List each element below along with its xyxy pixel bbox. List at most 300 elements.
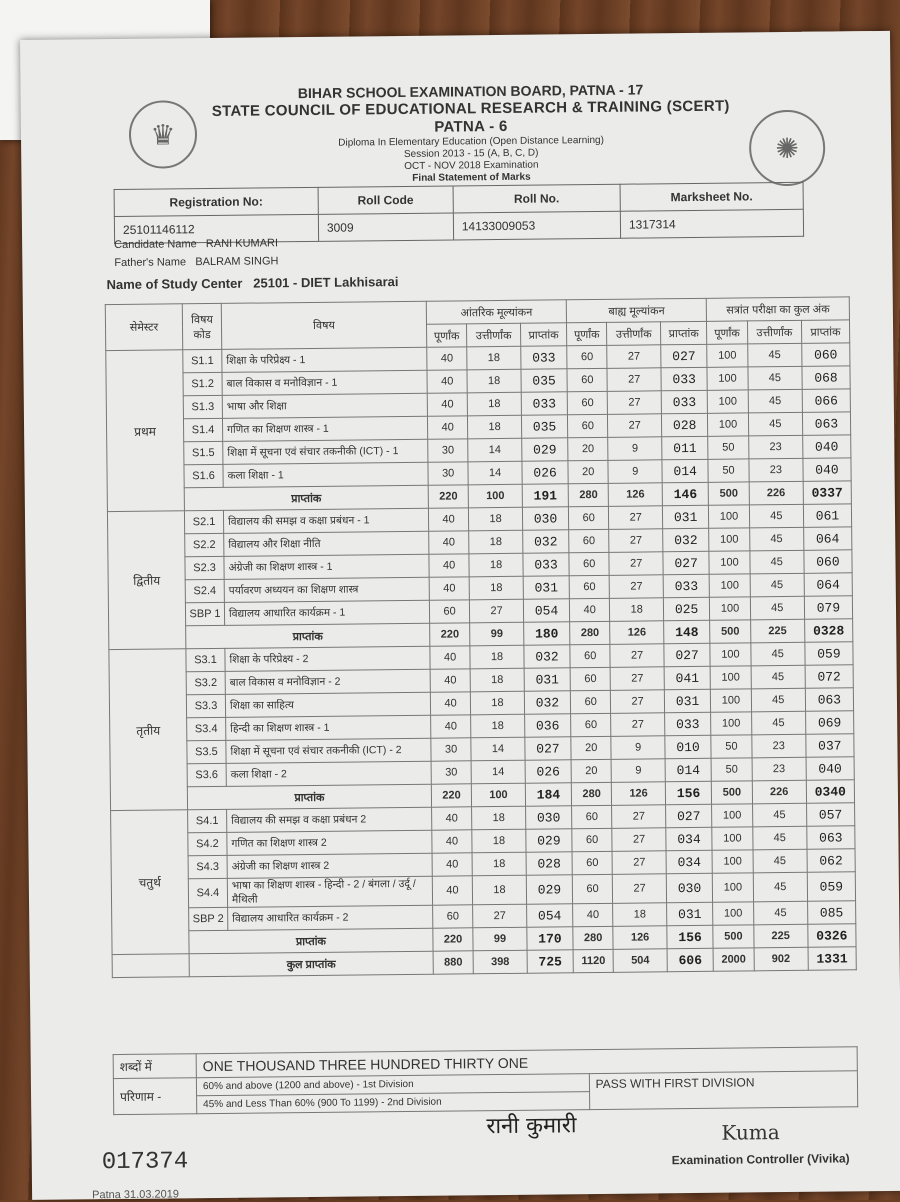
mark-cell: 18 bbox=[468, 415, 522, 439]
mark-cell: 100 bbox=[707, 390, 748, 413]
registration-value: 25101146112 bbox=[114, 214, 318, 243]
semester-name: तृतीय bbox=[109, 649, 188, 811]
mark-cell: 50 bbox=[708, 459, 749, 482]
mark-cell: 50 bbox=[711, 735, 752, 758]
subject-name: शिक्षा में सूचना एवं संचार तकनीकी (ICT) - 2 bbox=[226, 738, 431, 763]
mark-cell: 100 bbox=[712, 827, 753, 850]
mark-cell: 500 bbox=[708, 482, 749, 505]
mark-cell: 014 bbox=[665, 758, 711, 781]
mark-cell: 27 bbox=[609, 506, 663, 530]
rollno-value: 14133009053 bbox=[453, 211, 620, 240]
mark-cell: 500 bbox=[713, 925, 754, 948]
mark-cell: 100 bbox=[712, 850, 753, 873]
mark-cell: 99 bbox=[473, 927, 527, 951]
mark-cell: 028 bbox=[526, 852, 572, 875]
mark-cell: 27 bbox=[612, 805, 666, 829]
marksheet-value: 1317314 bbox=[620, 209, 803, 238]
mark-cell: 036 bbox=[524, 714, 570, 737]
mark-cell: 60 bbox=[429, 600, 469, 623]
subject-name: गणित का शिक्षण शास्त्र 2 bbox=[227, 830, 432, 855]
col-external: बाह्य मूल्यांकन bbox=[566, 298, 706, 322]
subject-code: S1.3 bbox=[183, 395, 222, 418]
mark-cell: 40 bbox=[432, 853, 472, 876]
words-label: शब्दों में bbox=[113, 1054, 196, 1079]
mark-cell: 220 bbox=[430, 623, 470, 646]
mark-cell: 18 bbox=[467, 346, 521, 370]
mark-cell: 025 bbox=[663, 597, 709, 620]
subject-code: S3.4 bbox=[187, 717, 226, 740]
mark-cell: 725 bbox=[527, 950, 573, 973]
mark-cell: 45 bbox=[753, 826, 807, 850]
mark-cell: 27 bbox=[607, 345, 661, 369]
mark-cell: 180 bbox=[524, 622, 570, 645]
mark-cell: 23 bbox=[749, 458, 803, 482]
mark-cell: 280 bbox=[573, 926, 613, 949]
mark-cell: 18 bbox=[469, 507, 523, 531]
mark-cell: 072 bbox=[805, 665, 853, 689]
marks-table bbox=[105, 296, 857, 978]
mark-cell: 069 bbox=[805, 711, 853, 735]
subject-code: S3.6 bbox=[187, 763, 226, 786]
col-code: विषय कोड bbox=[182, 303, 221, 349]
mark-cell: 500 bbox=[712, 781, 753, 804]
mark-cell: 18 bbox=[470, 645, 524, 669]
subject-name: कला शिक्षा - 2 bbox=[226, 761, 431, 786]
mark-cell: 40 bbox=[427, 370, 467, 393]
mark-cell: 063 bbox=[805, 688, 853, 712]
center-label: Name of Study Center bbox=[106, 275, 243, 293]
mark-cell: 226 bbox=[749, 481, 803, 505]
rollcode-label: Roll Code bbox=[318, 186, 453, 214]
mark-cell: 100 bbox=[472, 783, 526, 807]
mark-cell: 45 bbox=[749, 504, 803, 528]
subject-code: S1.4 bbox=[183, 418, 222, 441]
subject-name: शिक्षा में सूचना एवं संचार तकनीकी (ICT) - 1 bbox=[223, 439, 428, 464]
council-name: STATE COUNCIL OF EDUCATIONAL RESEARCH & TRAINING (SCERT) PATNA - 6 bbox=[211, 97, 730, 136]
mark-cell: 45 bbox=[751, 665, 805, 689]
mark-cell: 606 bbox=[667, 948, 713, 971]
mark-cell: 23 bbox=[752, 734, 806, 758]
mark-cell: 040 bbox=[806, 757, 854, 781]
mark-cell: 010 bbox=[665, 735, 711, 758]
mark-cell: 27 bbox=[607, 368, 661, 392]
mark-cell: 100 bbox=[709, 528, 750, 551]
subject-code: S1.5 bbox=[184, 441, 223, 464]
mark-cell: 18 bbox=[469, 553, 523, 577]
mark-cell: 880 bbox=[433, 951, 473, 974]
mark-cell: 9 bbox=[611, 736, 665, 760]
semester-name: प्रथम bbox=[106, 350, 185, 512]
mark-cell: 032 bbox=[523, 530, 569, 553]
mark-cell: 029 bbox=[526, 875, 573, 904]
mark-cell: 100 bbox=[707, 367, 748, 390]
board-name: BIHAR SCHOOL EXAMINATION BOARD, PATNA - 17 bbox=[297, 81, 644, 102]
mark-cell: 059 bbox=[805, 642, 853, 666]
col-obtained: प्राप्तांक bbox=[520, 323, 566, 346]
subject-name: अंग्रेजी का शिक्षण शास्त्र - 1 bbox=[224, 554, 429, 579]
mark-cell: 100 bbox=[709, 505, 750, 528]
mark-cell: 45 bbox=[750, 596, 804, 620]
mark-cell: 148 bbox=[664, 620, 710, 643]
father-label: Father's Name bbox=[114, 256, 187, 270]
mark-cell: 032 bbox=[524, 691, 570, 714]
mark-cell: 45 bbox=[748, 389, 802, 413]
mark-cell: 035 bbox=[521, 369, 567, 392]
result-label: परिणाम - bbox=[113, 1078, 196, 1115]
col-full: पूर्णांक bbox=[567, 322, 607, 345]
candidate-info bbox=[114, 182, 805, 244]
blank-cell bbox=[112, 954, 189, 978]
mark-cell: 27 bbox=[610, 667, 664, 691]
mark-cell: 40 bbox=[427, 393, 467, 416]
mark-cell: 041 bbox=[664, 666, 710, 689]
board-emblem-icon: ♛ bbox=[129, 100, 198, 169]
mark-cell: 027 bbox=[663, 551, 709, 574]
mark-cell: 0328 bbox=[804, 619, 852, 643]
mark-cell: 60 bbox=[567, 345, 607, 368]
mark-cell: 026 bbox=[525, 760, 571, 783]
subject-name: विद्यालय आधारित कार्यक्रम - 2 bbox=[228, 905, 433, 930]
mark-cell: 060 bbox=[802, 343, 850, 367]
mark-cell: 280 bbox=[570, 621, 610, 644]
mark-cell: 033 bbox=[523, 553, 569, 576]
mark-cell: 184 bbox=[525, 783, 571, 806]
subject-code: SBP 1 bbox=[185, 602, 224, 625]
mark-cell: 14 bbox=[468, 438, 522, 462]
mark-cell: 126 bbox=[613, 926, 667, 950]
mark-cell: 60 bbox=[569, 529, 609, 552]
mark-cell: 031 bbox=[664, 689, 710, 712]
total-in-words: ONE THOUSAND THREE HUNDRED THIRTY ONE bbox=[196, 1047, 857, 1078]
rollno-label: Roll No. bbox=[453, 184, 620, 213]
mark-cell: 011 bbox=[662, 436, 708, 459]
mark-cell: 60 bbox=[572, 805, 612, 828]
mark-cell: 220 bbox=[431, 784, 471, 807]
col-full: पूर्णांक bbox=[707, 321, 748, 344]
col-subject: विषय bbox=[221, 301, 426, 349]
subject-name: बाल विकास व मनोविज्ञान - 2 bbox=[225, 669, 430, 694]
mark-cell: 45 bbox=[753, 901, 807, 925]
mark-cell: 040 bbox=[802, 435, 850, 459]
mark-cell: 033 bbox=[661, 367, 707, 390]
mark-cell: 040 bbox=[803, 458, 851, 482]
mark-cell: 033 bbox=[663, 574, 709, 597]
subject-name: बाल विकास व मनोविज्ञान - 1 bbox=[222, 370, 427, 395]
mark-cell: 062 bbox=[807, 849, 855, 873]
mark-cell: 27 bbox=[473, 904, 527, 928]
controller-title: Examination Controller (Vivika) bbox=[671, 1151, 850, 1168]
mark-cell: 9 bbox=[608, 437, 662, 461]
second-division-rule: 45% and Less Than 60% (900 To 1199) - 2nd Division bbox=[197, 1092, 590, 1114]
mark-cell: 27 bbox=[612, 828, 666, 852]
candidate-signature: रानी कुमारी bbox=[486, 1113, 577, 1140]
mark-cell: 18 bbox=[613, 903, 667, 927]
candidate-label: Candidate Name bbox=[114, 238, 197, 252]
mark-cell: 100 bbox=[710, 643, 751, 666]
session: Session 2013 - 15 (A, B, C, D) bbox=[403, 147, 539, 160]
mark-cell: 18 bbox=[467, 392, 521, 416]
mark-cell: 60 bbox=[570, 690, 610, 713]
subject-code: S2.1 bbox=[184, 510, 223, 533]
mark-cell: 18 bbox=[610, 598, 664, 622]
subject-code: S4.3 bbox=[188, 855, 227, 878]
col-internal: आंतरिक मूल्यांकन bbox=[426, 300, 566, 324]
mark-cell: 100 bbox=[713, 902, 754, 925]
subject-name: शिक्षा के परिप्रेक्ष्य - 1 bbox=[222, 347, 427, 372]
semester-name: चतुर्थ bbox=[111, 810, 190, 955]
mark-cell: 027 bbox=[664, 643, 710, 666]
mark-cell: 20 bbox=[571, 759, 611, 782]
subject-code: S2.2 bbox=[185, 533, 224, 556]
mark-cell: 50 bbox=[708, 436, 749, 459]
mark-cell: 60 bbox=[569, 506, 609, 529]
mark-cell: 27 bbox=[609, 575, 663, 599]
mark-cell: 100 bbox=[710, 666, 751, 689]
mark-cell: 035 bbox=[521, 415, 567, 438]
subject-code: S3.1 bbox=[186, 648, 225, 671]
result-value: PASS WITH FIRST DIVISION bbox=[589, 1071, 858, 1110]
marksheet-label: Marksheet No. bbox=[620, 182, 803, 211]
statement-title: Final Statement of Marks bbox=[412, 171, 531, 184]
mark-cell: 60 bbox=[572, 874, 613, 903]
result-table bbox=[113, 1046, 859, 1115]
mark-cell: 063 bbox=[802, 412, 850, 436]
mark-cell: 126 bbox=[610, 621, 664, 645]
mark-cell: 60 bbox=[567, 391, 607, 414]
subject-name: भाषा का शिक्षण शास्त्र - हिन्दी - 2 / बंगला / उर्दू / मैथिली bbox=[227, 876, 432, 907]
mark-cell: 033 bbox=[661, 390, 707, 413]
mark-cell: 191 bbox=[522, 484, 568, 507]
mark-cell: 061 bbox=[803, 504, 851, 528]
subject-name: विद्यालय और शिक्षा नीति bbox=[224, 531, 429, 556]
mark-cell: 27 bbox=[609, 552, 663, 576]
subject-code: S4.2 bbox=[188, 832, 227, 855]
mark-cell: 18 bbox=[471, 691, 525, 715]
mark-cell: 40 bbox=[429, 554, 469, 577]
total-label: प्राप्तांक bbox=[184, 485, 428, 511]
mark-cell: 054 bbox=[526, 904, 572, 927]
total-label: प्राप्तांक bbox=[189, 928, 433, 954]
mark-cell: 27 bbox=[611, 690, 665, 714]
mark-cell: 100 bbox=[468, 484, 522, 508]
mark-cell: 033 bbox=[521, 392, 567, 415]
semester-name: द्वितीय bbox=[107, 511, 185, 650]
mark-cell: 0337 bbox=[803, 481, 851, 505]
mark-cell: 45 bbox=[753, 849, 807, 873]
mark-cell: 054 bbox=[523, 599, 569, 622]
mark-cell: 030 bbox=[525, 806, 571, 829]
controller-signature: Kuma bbox=[721, 1120, 780, 1145]
col-total: सत्रांत परीक्षा का कुल अंक bbox=[706, 297, 849, 321]
mark-cell: 60 bbox=[570, 667, 610, 690]
subject-code: S4.4 bbox=[188, 878, 227, 907]
mark-cell: 30 bbox=[428, 439, 468, 462]
mark-cell: 45 bbox=[753, 872, 807, 902]
mark-cell: 27 bbox=[608, 391, 662, 415]
mark-cell: 156 bbox=[665, 781, 711, 804]
subject-name: गणित का शिक्षण शास्त्र - 1 bbox=[222, 416, 427, 441]
subject-code: S3.5 bbox=[187, 740, 226, 763]
exam-name: OCT - NOV 2018 Examination bbox=[404, 159, 539, 172]
mark-cell: 100 bbox=[710, 597, 751, 620]
mark-cell: 14 bbox=[471, 737, 525, 761]
mark-cell: 45 bbox=[748, 366, 802, 390]
mark-cell: 014 bbox=[662, 459, 708, 482]
mark-cell: 1120 bbox=[573, 949, 613, 972]
subject-name: विद्यालय आधारित कार्यक्रम - 1 bbox=[224, 600, 429, 625]
mark-cell: 60 bbox=[572, 851, 612, 874]
mark-cell: 18 bbox=[472, 875, 526, 905]
mark-cell: 40 bbox=[432, 876, 473, 905]
mark-cell: 100 bbox=[712, 804, 753, 827]
mark-cell: 146 bbox=[662, 482, 708, 505]
mark-cell: 100 bbox=[708, 413, 749, 436]
mark-cell: 40 bbox=[430, 692, 470, 715]
subject-code: S3.2 bbox=[186, 671, 225, 694]
mark-cell: 45 bbox=[748, 412, 802, 436]
col-pass: उत्तीर्णांक bbox=[607, 322, 661, 346]
mark-cell: 064 bbox=[804, 573, 852, 597]
mark-cell: 60 bbox=[569, 575, 609, 598]
mark-cell: 029 bbox=[522, 438, 568, 461]
mark-cell: 60 bbox=[572, 828, 612, 851]
mark-cell: 031 bbox=[523, 576, 569, 599]
mark-cell: 100 bbox=[707, 344, 748, 367]
mark-cell: 40 bbox=[573, 903, 613, 926]
mark-cell: 23 bbox=[748, 435, 802, 459]
center-value: 25101 - DIET Lakhisarai bbox=[253, 274, 399, 291]
mark-cell: 220 bbox=[428, 485, 468, 508]
mark-cell: 033 bbox=[521, 346, 567, 369]
total-label: प्राप्तांक bbox=[186, 623, 430, 649]
mark-cell: 30 bbox=[431, 738, 471, 761]
mark-cell: 40 bbox=[432, 830, 472, 853]
mark-cell: 037 bbox=[806, 734, 854, 758]
mark-cell: 45 bbox=[751, 711, 805, 735]
mark-cell: 40 bbox=[429, 531, 469, 554]
subject-name: शिक्षा के परिप्रेक्ष्य - 2 bbox=[225, 646, 430, 671]
subject-name: विद्यालय की समझ व कक्षा प्रबंधन 2 bbox=[227, 807, 432, 832]
mark-cell: 2000 bbox=[713, 948, 754, 971]
mark-cell: 026 bbox=[522, 461, 568, 484]
mark-cell: 226 bbox=[752, 780, 806, 804]
mark-cell: 032 bbox=[663, 528, 709, 551]
mark-cell: 068 bbox=[802, 366, 850, 390]
mark-cell: 027 bbox=[525, 737, 571, 760]
subject-code: S3.3 bbox=[186, 694, 225, 717]
mark-cell: 18 bbox=[471, 714, 525, 738]
mark-cell: 030 bbox=[666, 873, 713, 902]
serial-number: 017374 bbox=[101, 1148, 189, 1177]
mark-cell: 032 bbox=[524, 645, 570, 668]
mark-cell: 27 bbox=[608, 414, 662, 438]
mark-cell: 45 bbox=[752, 803, 806, 827]
mark-cell: 100 bbox=[711, 689, 752, 712]
mark-cell: 100 bbox=[713, 873, 754, 902]
mark-cell: 40 bbox=[431, 715, 471, 738]
mark-cell: 027 bbox=[661, 344, 707, 367]
subject-name: शिक्षा का साहित्य bbox=[225, 692, 430, 717]
mark-cell: 40 bbox=[570, 598, 610, 621]
mark-cell: 40 bbox=[430, 669, 470, 692]
subject-code: S2.3 bbox=[185, 556, 224, 579]
subject-name: भाषा और शिक्षा bbox=[222, 393, 427, 418]
mark-cell: 1331 bbox=[808, 947, 856, 971]
mark-cell: 27 bbox=[470, 599, 524, 623]
subject-name: पर्यावरण अध्ययन का शिक्षण शास्त्र bbox=[224, 577, 429, 602]
mark-cell: 50 bbox=[711, 758, 752, 781]
mark-cell: 902 bbox=[754, 947, 808, 971]
mark-cell: 029 bbox=[526, 829, 572, 852]
scert-seal-icon: ✺ bbox=[749, 110, 826, 187]
mark-cell: 20 bbox=[571, 736, 611, 759]
subject-name: हिन्दी का शिक्षण शास्त्र - 1 bbox=[226, 715, 431, 740]
mark-cell: 18 bbox=[472, 829, 526, 853]
total-label: प्राप्तांक bbox=[187, 784, 431, 810]
mark-cell: 079 bbox=[804, 596, 852, 620]
total-label: कुल प्राप्तांक bbox=[189, 951, 433, 977]
mark-cell: 031 bbox=[662, 505, 708, 528]
subject-code: S1.2 bbox=[183, 372, 222, 395]
issue-date: Patna 31.03.2019 bbox=[92, 1188, 180, 1202]
mark-cell: 9 bbox=[608, 460, 662, 484]
mark-cell: 18 bbox=[469, 576, 523, 600]
mark-cell: 45 bbox=[751, 688, 805, 712]
mark-cell: 100 bbox=[709, 551, 750, 574]
mark-cell: 30 bbox=[428, 462, 468, 485]
subject-code: S2.4 bbox=[185, 579, 224, 602]
mark-cell: 100 bbox=[711, 712, 752, 735]
mark-cell: 034 bbox=[666, 827, 712, 850]
col-obtained: प्राप्तांक bbox=[661, 321, 707, 344]
mark-cell: 60 bbox=[570, 644, 610, 667]
mark-cell: 60 bbox=[568, 414, 608, 437]
mark-cell: 40 bbox=[428, 508, 468, 531]
father-name: BALRAM SINGH bbox=[195, 255, 279, 269]
mark-cell: 280 bbox=[571, 782, 611, 805]
mark-cell: 085 bbox=[807, 901, 855, 925]
mark-cell: 126 bbox=[612, 782, 666, 806]
subject-code: S1.6 bbox=[184, 464, 223, 487]
mark-cell: 27 bbox=[611, 713, 665, 737]
mark-cell: 45 bbox=[747, 343, 801, 367]
mark-cell: 225 bbox=[750, 619, 804, 643]
mark-cell: 9 bbox=[611, 759, 665, 783]
mark-cell: 280 bbox=[568, 483, 608, 506]
mark-cell: 126 bbox=[609, 483, 663, 507]
mark-cell: 059 bbox=[807, 872, 855, 902]
mark-cell: 057 bbox=[806, 803, 854, 827]
subject-code: S4.1 bbox=[188, 809, 227, 832]
mark-cell: 063 bbox=[807, 826, 855, 850]
mark-cell: 40 bbox=[427, 416, 467, 439]
mark-cell: 20 bbox=[568, 437, 608, 460]
mark-cell: 40 bbox=[432, 807, 472, 830]
mark-cell: 066 bbox=[802, 389, 850, 413]
mark-cell: 27 bbox=[612, 851, 666, 875]
mark-cell: 170 bbox=[527, 927, 573, 950]
mark-cell: 18 bbox=[472, 806, 526, 830]
mark-cell: 156 bbox=[667, 925, 713, 948]
mark-cell: 45 bbox=[750, 573, 804, 597]
mark-cell: 45 bbox=[750, 550, 804, 574]
col-pass: उत्तीर्णांक bbox=[467, 323, 521, 347]
col-obtained: प्राप्तांक bbox=[801, 320, 849, 344]
mark-cell: 060 bbox=[804, 550, 852, 574]
mark-cell: 18 bbox=[470, 668, 524, 692]
mark-cell: 0326 bbox=[808, 924, 856, 948]
mark-cell: 18 bbox=[469, 530, 523, 554]
